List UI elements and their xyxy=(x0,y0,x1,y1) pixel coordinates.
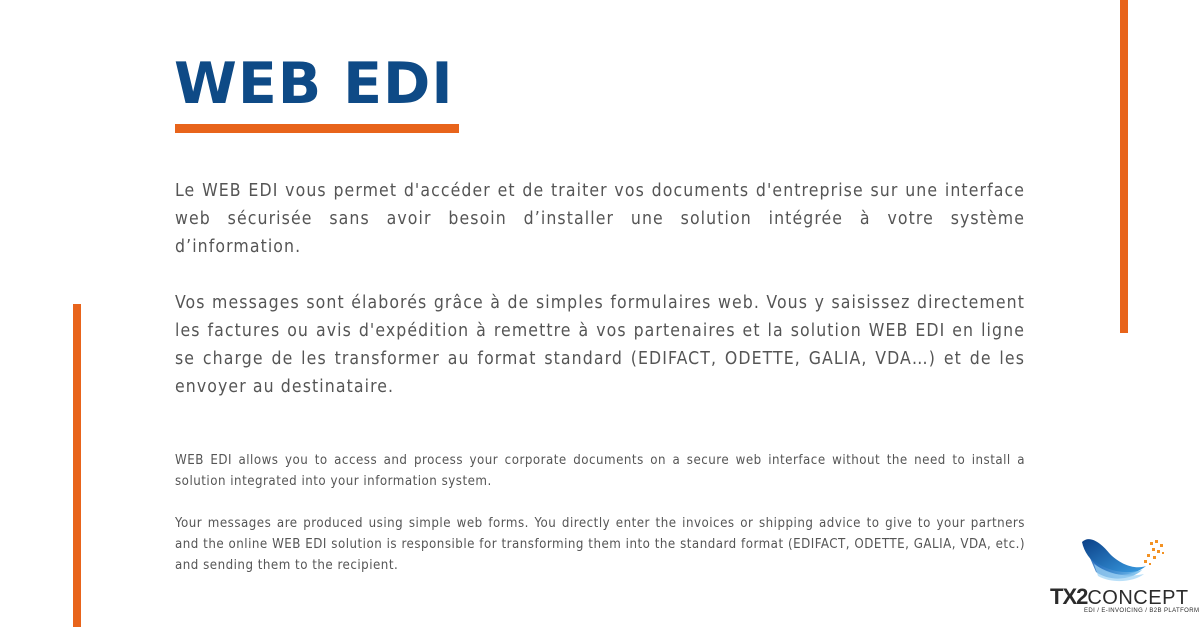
logo-swoosh-icon xyxy=(1050,530,1195,590)
french-paragraph-1: Le WEB EDI vous permet d'accéder et de traiter vos documents d'entreprise sur une interface web sécurisée sans avoir besoin d’installer une solution intégrée à votre système d’information. xyxy=(175,181,1025,257)
left-accent-line xyxy=(73,304,81,627)
logo-brand-light: CONCEPT xyxy=(1087,587,1189,609)
logo-brand-bold: TX2 xyxy=(1050,584,1088,609)
tx2concept-logo xyxy=(1050,530,1200,620)
right-accent-line xyxy=(1120,0,1128,333)
english-paragraph-2: Your messages are produced using simple web forms. You directly enter the invoices or shipping advice to give to your partners and the online WEB EDI solution is responsible for transforming them into the standard format (EDIFACT, ODETTE, GALIA, VDA, etc.) and sending them to the recipient. xyxy=(175,516,1025,573)
french-paragraph-2: Vos messages sont élaborés grâce à de simples formulaires web. Vous y saisissez directement les factures ou avis d'expédition à remettre à vos partenaires et la solution WEB EDI en ligne se charge de les transformer au format standard (EDIFACT, ODETTE, GALIA, VDA…) et de les envoyer au destinataire. xyxy=(175,293,1025,397)
logo-wordmark xyxy=(1050,584,1189,610)
page-title: WEB EDI xyxy=(174,51,454,117)
english-paragraph-1: WEB EDI allows you to access and process your corporate documents on a secure web interface without the need to install a solution integrated into your information system. xyxy=(175,453,1025,489)
logo-tagline: EDI / E-INVOICING / B2B PLATFORM xyxy=(1084,608,1200,614)
title-underline xyxy=(175,124,459,133)
